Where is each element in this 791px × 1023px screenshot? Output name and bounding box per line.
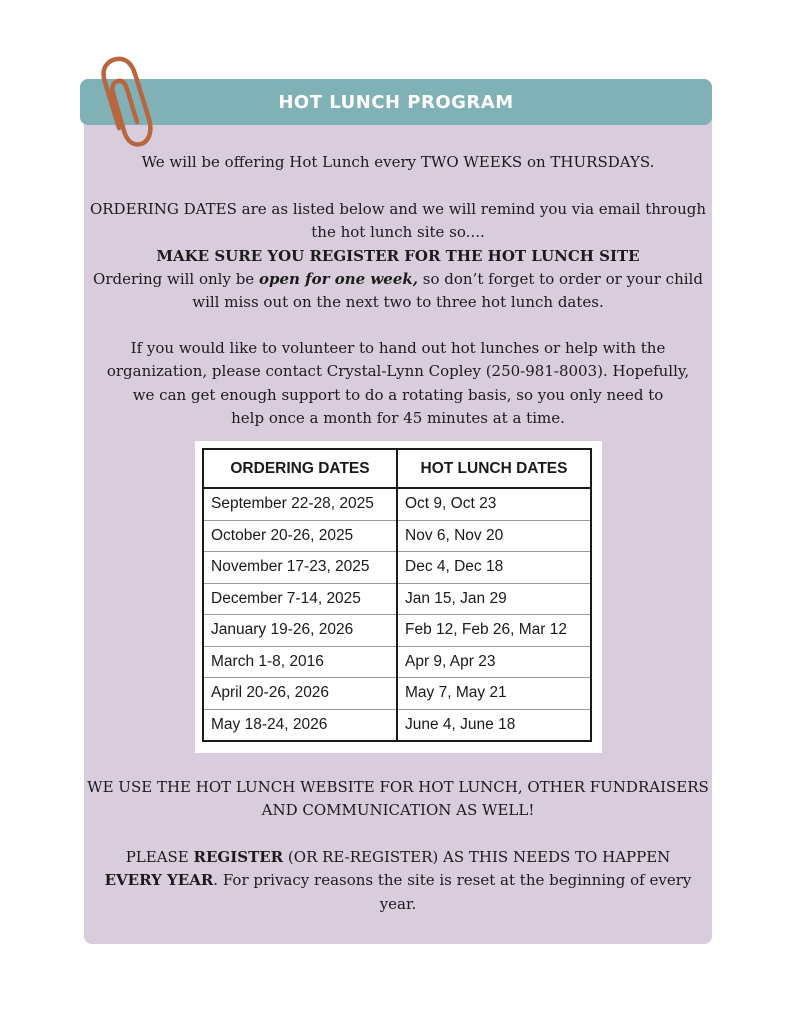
table-row [203,552,591,584]
register-emphasis: MAKE SURE YOU REGISTER FOR THE HOT LUNCH SITE [156,246,640,265]
ordering-window-emphasis: open for one week, [258,269,419,288]
table-row [203,520,591,552]
register-line-1-post: (OR RE-REGISTER) AS THIS NEEDS TO HAPPEN [283,848,671,866]
table-row [203,646,591,678]
ordering-date-cell: May 18-24, 2026 [203,709,397,741]
register-line-3: year. [379,894,417,913]
intro-paragraph [86,151,710,174]
volunteer-paragraph [86,337,710,430]
ordering-paragraph [86,198,710,314]
register-line-2-post: . For privacy reasons the site is reset at the beginning of every [213,871,692,890]
hot-lunch-date-cell: June 4, June 18 [397,709,591,741]
ordering-line-4 [86,268,710,291]
ordering-line-4-post: so don’t forget to order or your child [418,269,703,288]
volunteer-line-2: organization, please contact Crystal-Lynn Copley (250-981-8003). Hopefully, [106,362,690,381]
hot-lunch-date-cell: Feb 12, Feb 26, Mar 12 [397,615,591,647]
hot-lunch-date-cell: Jan 15, Jan 29 [397,583,591,615]
table-row [203,709,591,741]
ordering-date-cell: October 20-26, 2025 [203,520,397,552]
ordering-date-cell: January 19-26, 2026 [203,615,397,647]
ordering-line-2: the hot lunch site so.... [311,223,485,242]
ordering-date-cell: April 20-26, 2026 [203,678,397,710]
page-title: HOT LUNCH PROGRAM [278,92,514,113]
table-row [203,615,591,647]
volunteer-line-3: we can get enough support to do a rotating basis, so you only need to [132,385,664,404]
intro-line: We will be offering Hot Lunch every TWO WEEKS on THURSDAYS. [141,153,655,171]
table-header-row [203,449,591,488]
ordering-date-cell: September 22-28, 2025 [203,488,397,520]
register-paragraph [86,846,710,916]
table-row [203,583,591,615]
header-hot-lunch-dates: HOT LUNCH DATES [397,449,591,488]
table-row [203,678,591,710]
ordering-date-cell: November 17-23, 2025 [203,552,397,584]
website-line-2: AND COMMUNICATION AS WELL! [261,801,535,820]
header-ordering-dates: ORDERING DATES [203,449,397,488]
table-row [203,488,591,520]
volunteer-line-1: If you would like to volunteer to hand out hot lunches or help with the [130,339,666,357]
hot-lunch-date-cell: May 7, May 21 [397,678,591,710]
register-line-1 [86,846,710,869]
register-line-2 [86,869,710,892]
ordering-line-1: ORDERING DATES are as listed below and we will remind you via email through [89,200,707,218]
ordering-line-4-pre: Ordering will only be [93,269,259,288]
ordering-date-cell: December 7-14, 2025 [203,583,397,615]
every-year-emphasis: EVERY YEAR [104,871,214,890]
hot-lunch-date-cell: Nov 6, Nov 20 [397,520,591,552]
website-line-1: WE USE THE HOT LUNCH WEBSITE FOR HOT LUNCH, OTHER FUNDRAISERS [87,778,709,796]
header-banner [80,79,712,125]
hot-lunch-date-cell: Apr 9, Apr 23 [397,646,591,678]
ordering-date-cell: March 1-8, 2016 [203,646,397,678]
ordering-line-5: will miss out on the next two to three hot lunch dates. [192,293,604,312]
schedule-rows [203,488,591,741]
hot-lunch-date-cell: Oct 9, Oct 23 [405,495,497,513]
schedule-table [202,448,592,742]
volunteer-line-4: help once a month for 45 minutes at a time. [231,408,565,427]
hot-lunch-date-cell: Dec 4, Dec 18 [397,552,591,584]
register-line-1-pre: PLEASE [125,848,194,866]
register-keyword: REGISTER [193,848,284,866]
website-paragraph [86,776,710,823]
paperclip-icon [96,56,156,150]
schedule-table-container [195,441,602,753]
